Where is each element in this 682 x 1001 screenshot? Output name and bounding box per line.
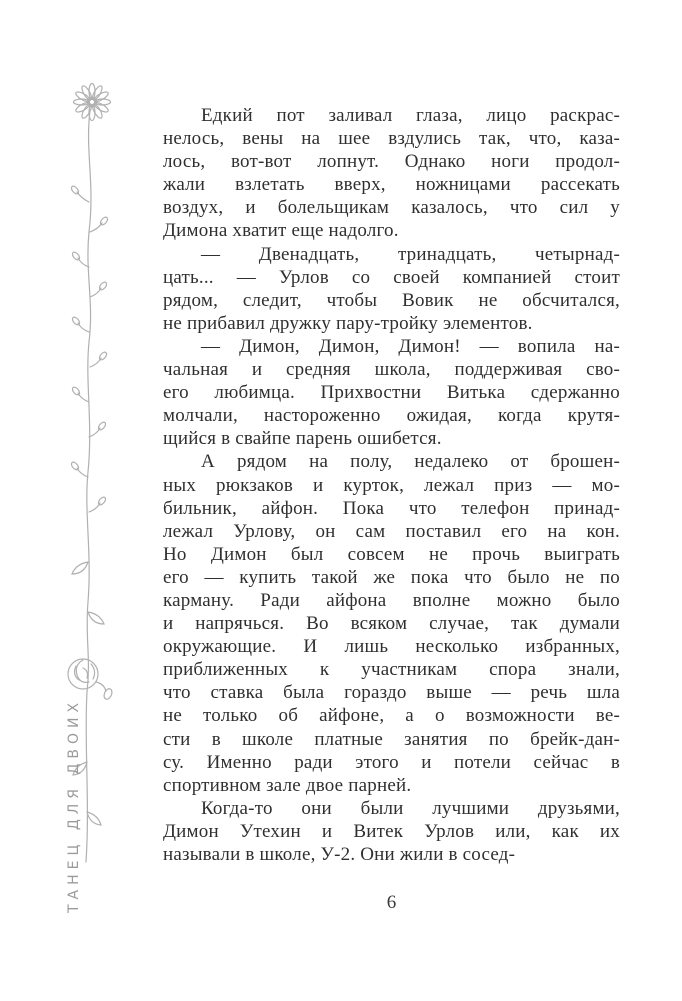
text-line: лежал Урлову, он сам поставил его на кон.	[163, 520, 620, 542]
text-block	[163, 104, 620, 866]
text-line: приближенных к участникам спора знали,	[163, 659, 620, 681]
text-line: су. Именно ради этого и потели сейчас в	[163, 751, 620, 773]
text-line: воздух, и болельщикам казалось, что сил у	[163, 197, 620, 219]
text-line: цать... — Урлов со своей компанией стоит	[163, 266, 620, 288]
text-line: Димон Утехин и Витек Урлов или, как их	[163, 820, 620, 842]
text-line: карману. Ради айфона вполне можно было	[163, 589, 620, 611]
text-line: бильник, айфон. Пока что телефон принад-	[163, 497, 620, 519]
paragraph	[163, 450, 620, 796]
text-line: А рядом на полу, недалеко от брошен-	[201, 451, 620, 473]
floral-illustration	[52, 82, 132, 882]
text-line: и напрячься. Во всяком случае, так думали	[163, 613, 620, 635]
paragraph	[163, 243, 620, 335]
text-line: его любимца. Прихвостни Витька сдержанно	[163, 382, 620, 404]
text-line: не прибавил дружку пару-тройку элементов.	[163, 312, 533, 334]
text-line: Когда-то они были лучшими друзьями,	[201, 797, 620, 819]
page-number: 6	[386, 892, 397, 913]
text-line: нелось, вены на шее вздулись так, что, каза-	[163, 128, 620, 150]
text-line: его — купить такой же пока что было не по	[163, 566, 620, 588]
text-line: жали взлетать вверх, ножницами рассекать	[163, 174, 620, 196]
floral-stem-icon	[52, 82, 132, 882]
text-line: лось, вот-вот лопнут. Однако ноги продол-	[163, 151, 620, 173]
text-line: щийся в свайпе парень ошибется.	[163, 428, 442, 450]
text-line: не только об айфоне, а о возможности ве-	[163, 705, 620, 727]
text-line: молчали, настороженно ожидая, когда крутя-	[163, 405, 620, 427]
book-title-vertical: ТАНЕЦ ДЛЯ ДВОИХ	[66, 697, 82, 913]
text-line: — Димон, Димон, Димон! — вопила на-	[201, 335, 620, 357]
text-line: Но Димон был совсем не прочь выиграть	[163, 543, 620, 565]
text-line: сти в школе платные занятия по брейк-дан-	[163, 728, 620, 750]
paragraph	[163, 797, 620, 866]
text-line: называли в школе, У-2. Они жили в сосед-	[163, 844, 516, 865]
paragraph	[163, 335, 620, 450]
text-line: рядом, следит, чтобы Вовик не обсчитался,	[163, 289, 620, 311]
text-line: Едкий пот заливал глаза, лицо раскрас-	[201, 105, 620, 126]
text-line: Димона хватит еще надолго.	[163, 220, 399, 242]
text-line: что ставка была гораздо выше — речь шла	[163, 682, 620, 704]
text-line: — Двенадцать, тринадцать, четырнад-	[201, 243, 620, 265]
text-line: ных рюкзаков и курток, лежал приз — мо-	[163, 474, 620, 496]
text-line: чальная и средняя школа, поддерживая сво-	[163, 359, 620, 381]
text-line: спортивном зале двое парней.	[163, 774, 412, 796]
paragraph	[163, 104, 620, 243]
text-line: окружающие. И лишь несколько избранных,	[163, 636, 620, 658]
